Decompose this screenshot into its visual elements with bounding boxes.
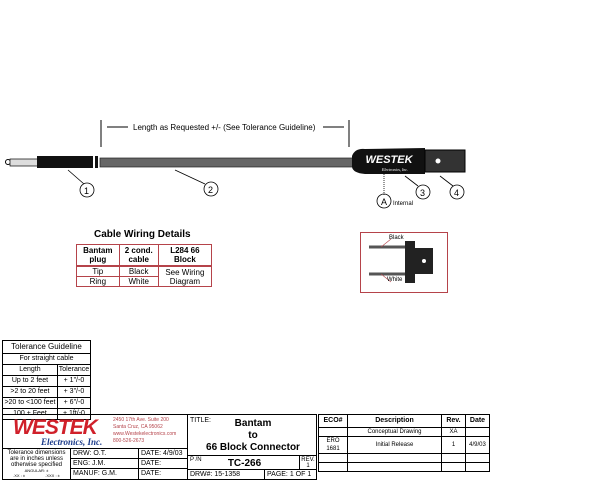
date-1: DATE: 4/9/03: [138, 448, 188, 459]
balloon-2: 2: [208, 185, 214, 195]
title-box: TITLE: Bantam to 66 Block Connector: [187, 414, 317, 456]
eco-row: Conceptual Drawing XA: [319, 428, 490, 437]
dimension-text: Length as Requested +/- (See Tolerance Guideline): [133, 123, 316, 132]
eco-table: ECO# Description Rev. Date Conceptual Drawing XA ERO 1681 Initial Release 1 4/9/03: [318, 414, 490, 472]
internal-label: Internal: [393, 201, 414, 207]
eco-row: [319, 454, 490, 463]
cable: [100, 158, 355, 167]
company-block: WESTEK Electronics, Inc. 2450 17th Ave. Suite 200 Santa Cruz, CA 95062 www.Westekelectronics.com 800-526-2673: [2, 414, 188, 449]
tolerance-note: Tolerance dimensions are in inches unless otherwise specified ANGULAR: ± .XX : ± .XXX : ±: [2, 448, 71, 480]
part-number-box: P /N TC-266: [187, 455, 300, 470]
eco-row: [319, 463, 490, 472]
engineer: ENG: J.M.: [70, 458, 139, 469]
revision-box: REV. 1: [299, 455, 317, 470]
date-3: DATE:: [138, 468, 188, 480]
balloon-3: 3: [420, 188, 426, 198]
wiring-table: Bantam plug 2 cond. cable L284 66 Block Tip Black See Wiring Diagram Ring White: [76, 244, 212, 287]
connector-housing: [352, 148, 465, 174]
drawing-number: DRW#: 15-1358: [187, 469, 265, 480]
page-number: PAGE: 1 OF 1: [264, 469, 317, 480]
part-number: TC-266: [227, 458, 262, 469]
bantam-plug: [6, 156, 99, 168]
svg-text:Electronics, Inc.: Electronics, Inc.: [381, 167, 409, 172]
company-address: 2450 17th Ave. Suite 200 Santa Cruz, CA 95062 www.Westekelectronics.com 800-526-2673: [113, 417, 177, 444]
westek-logo: WESTEK: [13, 416, 97, 439]
balloon-a: A: [381, 197, 388, 207]
wiring-inset: [360, 232, 448, 293]
white-label: White: [387, 277, 403, 283]
66-block-connector-image: [361, 233, 447, 292]
balloon-1: 1: [84, 186, 90, 196]
drawing-title: Bantam to 66 Block Connector: [206, 418, 300, 453]
balloon-4: 4: [454, 188, 460, 198]
date-2: DATE:: [138, 458, 188, 469]
manufacturing: MANUF: G.M.: [70, 468, 139, 480]
black-label: Black: [389, 235, 404, 241]
connector-logo: WESTEK: [365, 154, 413, 166]
drawn-by: DRW: O.T.: [70, 448, 139, 459]
tolerance-table: Tolerance Guideline For straight cable Length Tolerance Up to 2 feet + 1"/-0 >2 to 20 feet + 3"/-0 >20 to <100 feet + 6"/-0 100 + Feet + 1ft/-0: [2, 340, 91, 420]
wiring-title: Cable Wiring Details: [94, 229, 191, 240]
eco-row: ERO 1681 Initial Release 1 4/9/03: [319, 437, 490, 454]
